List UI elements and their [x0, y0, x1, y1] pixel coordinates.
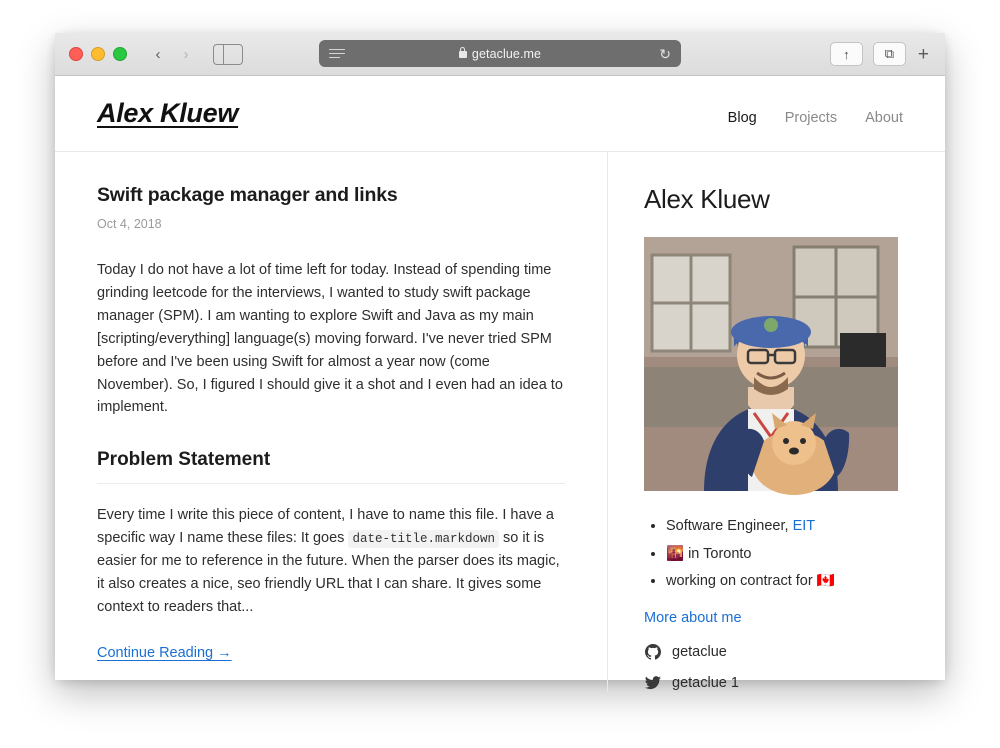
share-icon[interactable]: ↑ — [830, 42, 863, 66]
site-navigation — [728, 110, 903, 126]
minimize-window-button[interactable] — [91, 47, 105, 61]
browser-titlebar — [55, 33, 945, 76]
window-controls — [69, 47, 127, 61]
reader-view-icon[interactable] — [329, 49, 345, 59]
profile-photo-illustration — [644, 237, 898, 491]
social-row-github[interactable] — [644, 644, 945, 661]
webpage-content — [55, 76, 945, 692]
lock-icon — [459, 51, 467, 58]
url-display — [459, 47, 541, 61]
browser-window — [55, 33, 945, 692]
twitter-icon — [644, 675, 661, 692]
nav-item-about[interactable]: About — [865, 110, 903, 126]
post-paragraph-2 — [97, 504, 565, 619]
continue-reading-link[interactable]: Continue Reading → — [97, 644, 232, 661]
maximize-window-button[interactable] — [113, 47, 127, 61]
list-item: • 🌇 in Toronto — [666, 541, 945, 569]
new-tab-icon[interactable]: + — [917, 43, 929, 65]
site-header — [55, 76, 945, 129]
bullet-1-text: Software Engineer, — [666, 518, 793, 534]
back-button[interactable]: ‹ — [155, 45, 161, 63]
sidebar-author-name: Alex Kluew — [644, 184, 770, 214]
sidebar-bullet-list — [644, 513, 945, 596]
sidebar-toggle-icon[interactable] — [213, 44, 243, 65]
reload-icon[interactable]: ↻ — [659, 45, 671, 62]
post-section-title: Problem Statement — [97, 449, 565, 484]
list-item — [666, 513, 945, 541]
twitter-label: getaclue 1 — [672, 675, 739, 692]
url-text: getaclue.me — [471, 46, 542, 61]
profile-photo — [644, 237, 898, 491]
navigation-buttons — [145, 42, 199, 66]
inline-code-filename: date-title.markdown — [348, 530, 499, 548]
toolbar-right-buttons — [830, 42, 931, 66]
github-icon — [644, 644, 661, 661]
github-label: getaclue — [672, 644, 727, 661]
post-date: Oct 4, 2018 — [97, 217, 162, 231]
social-links — [644, 644, 945, 692]
more-about-me-link[interactable]: More about me — [644, 609, 742, 626]
sidebar-column — [608, 152, 945, 692]
post-title[interactable]: Swift package manager and links — [97, 184, 398, 206]
site-title[interactable]: Alex Kluew — [97, 98, 239, 128]
paragraph-2-text-before: Every time I write this piece of content, I have to name this file. I have a specific way I name these files: It goes — [97, 507, 554, 547]
post-paragraph-1: Today I do not have a lot of time left for today. Instead of spending time grinding leetcode for the interviews, I wanted to study swift package manager (SPM). I am wanting to explore Swift and Java as my main [scripting/everything] language(s) moving forward. I've never tried SPM before and I've been using Swift for almost a year now (come November). So, I figured I should give it a shot and I even had an idea to implement. — [97, 262, 563, 416]
tab-overview-icon[interactable]: ⧉ — [873, 42, 906, 66]
close-window-button[interactable] — [69, 47, 83, 61]
nav-item-projects[interactable]: Projects — [784, 110, 838, 126]
list-item: • working on contract for 🇨🇦 — [666, 568, 945, 596]
forward-button[interactable]: › — [183, 45, 189, 63]
page-columns — [55, 152, 945, 692]
address-bar[interactable] — [319, 40, 681, 67]
social-row-twitter[interactable] — [644, 675, 945, 692]
nav-item-blog[interactable]: Blog — [727, 110, 757, 126]
paragraph-2-text-after: so it is easier for me to reference in the future. When the parser does its magic, it also creates a nice, seo friendly URL that I can share. It gives some context to readers that... — [97, 530, 560, 615]
main-column — [55, 152, 608, 692]
eit-link[interactable]: EIT — [792, 518, 816, 534]
